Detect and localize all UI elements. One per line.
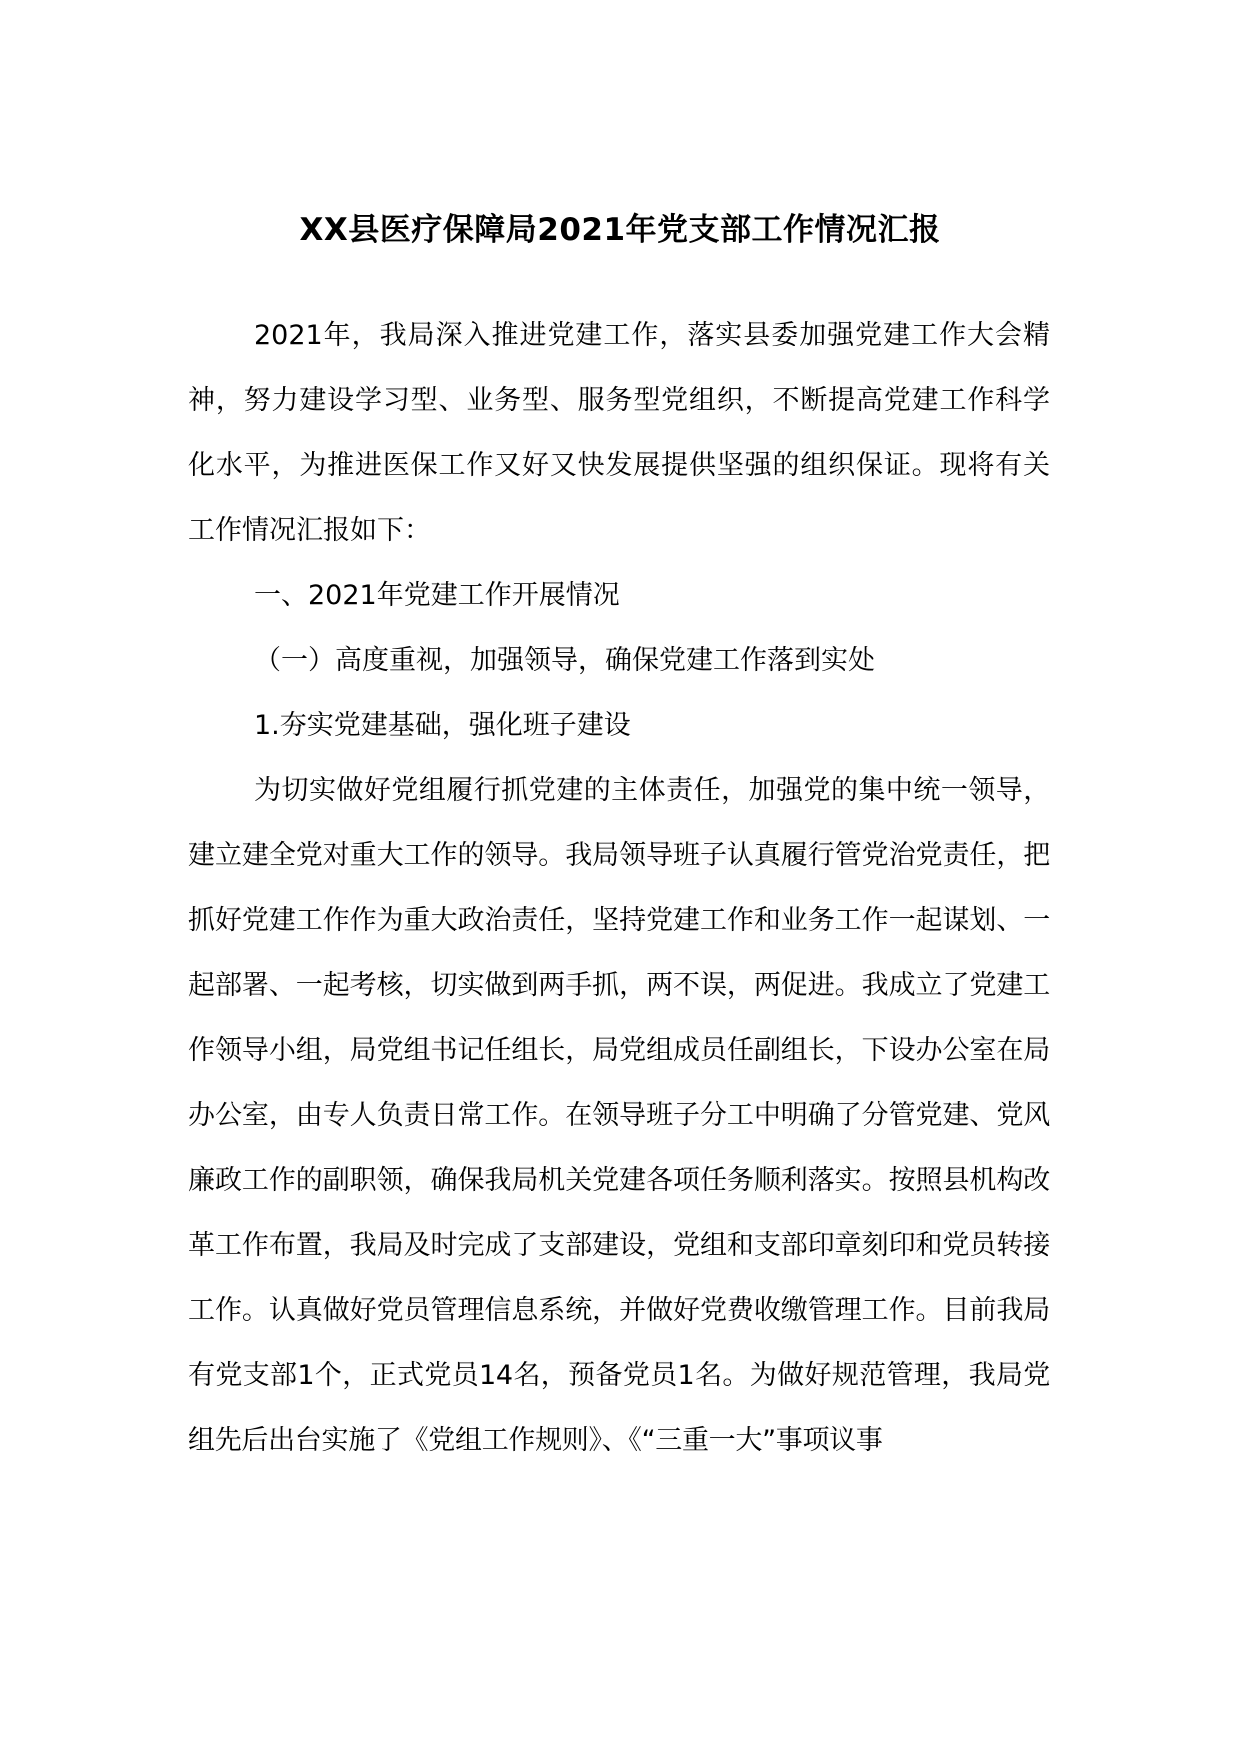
document-body	[188, 303, 1050, 1473]
body-paragraph: 为切实做好党组履行抓党建的主体责任，加强党的集中统一领导，建立建全党对重大工作的领导。我局领导班子认真履行管党治党责任，把抓好党建工作作为重大政治责任，坚持党建工作和业务工作一起谋划、一起部署、一起考核，切实做到两手抓，两不误，两促进。我成立了党建工作领导小组，局党组书记任组长，局党组成员任副组长，下设办公室在局办公室，由专人负责日常工作。在领导班子分工中明确了分管党建、党风廉政工作的副职领，确保我局机关党建各项任务顺利落实。按照县机构改革工作布置，我局及时完成了支部建设，党组和支部印章刻印和党员转接工作。认真做好党员管理信息系统，并做好党费收缴管理工作。目前我局有党支部1个，正式党员14名，预备党员1名。为做好规范管理，我局党组先后出台实施了《党组工作规则》、《“三重一大”事项议事	[188, 775, 1050, 1456]
subsection-heading: （一）高度重视，加强领导，确保党建工作落到实处	[254, 645, 875, 676]
item-heading: 1.夯实党建基础，强化班子建设	[254, 710, 631, 741]
section-heading: 一、2021年党建工作开展情况	[254, 580, 620, 611]
intro-paragraph: 2021年，我局深入推进党建工作，落实县委加强党建工作大会精神，努力建设学习型、业务型、服务型党组织，不断提高党建工作科学化水平，为推进医保工作又好又快发展提供坚强的组织保证。现将有关工作情况汇报如下：	[188, 320, 1050, 546]
document-title: XX县医疗保障局2021年党支部工作情况汇报	[299, 212, 941, 248]
